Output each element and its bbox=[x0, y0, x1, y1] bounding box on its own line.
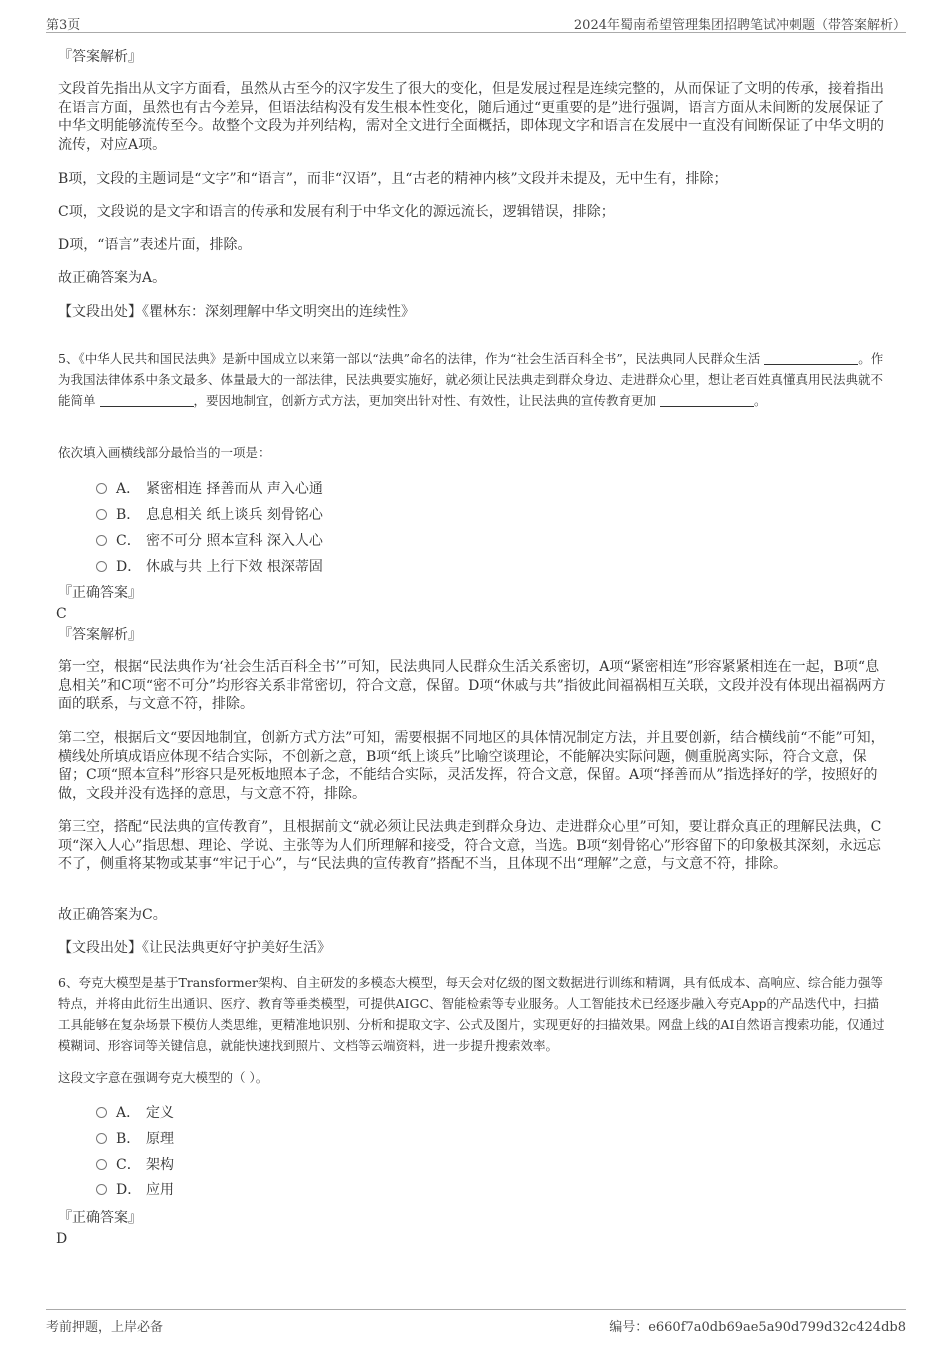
q5-analysis-para-1: 第一空，根据“民法典作为‘社会生活百科全书’”可知，民法典同人民群众生活关系密切，A项“紧密相连”形容紧紧相连在一起，B项“息息相关”和C项“密不可分”均形容关系非常密切，符合文意，保留。D项“休戚与共”指彼此间福祸相互关联，文段并没有体现出福祸两方面的联系，与文意不符，排除。 bbox=[58, 659, 886, 712]
q6-prompt: 这段文字意在强调夸克大模型的（ ）。 bbox=[58, 1070, 269, 1085]
q5-answer: C bbox=[56, 606, 67, 622]
q5-blank-2 bbox=[100, 394, 194, 407]
radio-icon[interactable] bbox=[96, 1133, 107, 1144]
radio-icon[interactable] bbox=[96, 1107, 107, 1118]
q6-option-c[interactable]: C． 架构 bbox=[96, 1155, 174, 1175]
q5-stem: 5、《中华人民共和国民法典》是新中国成立以来第一部以“法典”命名的法律，作为“社会生活百科全书”，民法典同人民群众生活 。作为我国法律体系中条文最多、体量最大的一部法律，民法典要实施好，就必须让民法典走到群众身边、走进群众心里，想让老百姓真懂真用民法典就不能简单 ，要因地制宜，创新方式方法，更加突出针对性、有效性，让民法典的宣传教育更加 。 bbox=[58, 351, 884, 408]
q5-option-a[interactable]: A． 紧密相连 择善而从 声入心通 bbox=[96, 479, 323, 499]
q4-analysis-para-1: 文段首先指出从文字方面看，虽然从古至今的汉字发生了很大的变化，但是发展过程是连续完整的，从而保证了文明的传承，接着指出在语言方面，虽然也有古今差异，但语法结构没有发生根本性变化，随后通过“更重要的是”进行强调，语言方面从未间断的发展保证了中华文明能够流传至今。故整个文段为并列结构，需对全文进行全面概括，即体现文字和语言在发展中一直没有间断保证了中华文明的流传，对应A项。 bbox=[58, 81, 885, 153]
q5-answer-statement: 故正确答案为C。 bbox=[58, 907, 167, 923]
q5-option-d[interactable]: D． 休戚与共 上行下效 根深蒂固 bbox=[96, 557, 323, 577]
q4-analysis-para-4: D项，“语言”表述片面，排除。 bbox=[58, 237, 252, 253]
q6-option-b[interactable]: B． 原理 bbox=[96, 1129, 174, 1149]
q5-analysis-label: 『答案解析』 bbox=[58, 627, 142, 643]
radio-icon[interactable] bbox=[96, 1159, 107, 1170]
q4-analysis-para-3: C项，文段说的是文字和语言的传承和发展有利于中华文化的源远流长，逻辑错误，排除； bbox=[58, 204, 615, 220]
footer-slogan: 考前押题，上岸必备 bbox=[46, 1320, 164, 1335]
q6-answer: D bbox=[56, 1231, 68, 1247]
q6-option-d[interactable]: D． 应用 bbox=[96, 1180, 174, 1200]
q4-analysis-label: 『答案解析』 bbox=[58, 49, 142, 65]
radio-icon[interactable] bbox=[96, 1184, 107, 1195]
radio-icon[interactable] bbox=[96, 509, 107, 520]
q5-answer-label: 『正确答案』 bbox=[58, 585, 142, 601]
q5-analysis-para-2: 第二空，根据后文“要因地制宜，创新方式方法”可知，需要根据不同地区的具体情况制定方法，并且要创新，结合横线前“不能”可知，横线处所填成语应体现不结合实际，不创新之意，B项“纸上谈兵”比喻空谈理论，不能解决实际问题，侧重脱离实际，符合文意，保留；C项“照本宣科”形容只是死板地照本子念，不能结合实际，灵活发挥，符合文意，保留。A项“择善而从”指选择好的学，按照好的做，文段并没有选择的意思，与文意不符，排除。 bbox=[58, 730, 885, 802]
page-number: 第3页 bbox=[46, 18, 81, 33]
q6-option-a[interactable]: A． 定义 bbox=[96, 1103, 174, 1123]
page-header bbox=[46, 14, 906, 33]
q5-prompt: 依次填入画横线部分最恰当的一项是： bbox=[58, 445, 271, 460]
q5-option-c[interactable]: C． 密不可分 照本宣科 深入人心 bbox=[96, 531, 323, 551]
q4-answer-statement: 故正确答案为A。 bbox=[58, 270, 167, 286]
q4-source: 【文段出处】《瞿林东：深刻理解中华文明突出的连续性》 bbox=[58, 304, 415, 320]
radio-icon[interactable] bbox=[96, 561, 107, 572]
q6-stem: 6、夸克大模型是基于Transformer架构、自主研发的多模态大模型，每天会对亿级的图文数据进行训练和精调，具有低成本、高响应、综合能力强等特点，并将由此衍生出通识、医疗、教育等垂类模型，可提供AIGC、智能检索等专业服务。人工智能技术已经逐步融入夸克App的产品迭代中，扫描工具能够在复杂场景下模仿人类思维，更精准地识别、分析和提取文字、公式及图片，实现更好的扫描效果。网盘上线的AI自然语言搜索功能，仅通过模糊词、形容词等关键信息，就能快速找到照片、文档等云端资料，进一步提升搜索效率。 bbox=[58, 975, 885, 1053]
page-footer bbox=[46, 1309, 906, 1335]
q5-analysis-para-3: 第三空，搭配“民法典的宣传教育”，且根据前文“就必须让民法典走到群众身边、走进群众心里”可知，要让群众真正的理解民法典，C项“深入人心”指思想、理论、学说、主张等为人们所理解和接受，符合文意，当选。B项“刻骨铭心”形容留下的印象极其深刻，永远忘不了，侧重将某物或某事“牢记于心”，与“民法典的宣传教育”搭配不当，且体现不出“理解”之意，与文意不符，排除。 bbox=[58, 819, 882, 872]
document-title: 2024年蜀南希望管理集团招聘笔试冲刺题（带答案解析） bbox=[573, 18, 906, 33]
radio-icon[interactable] bbox=[96, 483, 107, 494]
document-id: 编号：e660f7a0db69ae5a90d799d32c424db8 bbox=[609, 1320, 906, 1335]
q5-option-b[interactable]: B． 息息相关 纸上谈兵 刻骨铭心 bbox=[96, 505, 323, 525]
q5-blank-1 bbox=[764, 352, 858, 365]
q5-blank-3 bbox=[660, 394, 754, 407]
q5-source: 【文段出处】《让民法典更好守护美好生活》 bbox=[58, 940, 331, 956]
q4-analysis-para-2: B项，文段的主题词是“文字”和“语言”，而非“汉语”，且“古老的精神内核”文段并未提及，无中生有，排除； bbox=[58, 171, 728, 187]
radio-icon[interactable] bbox=[96, 535, 107, 546]
q6-answer-label: 『正确答案』 bbox=[58, 1210, 142, 1226]
